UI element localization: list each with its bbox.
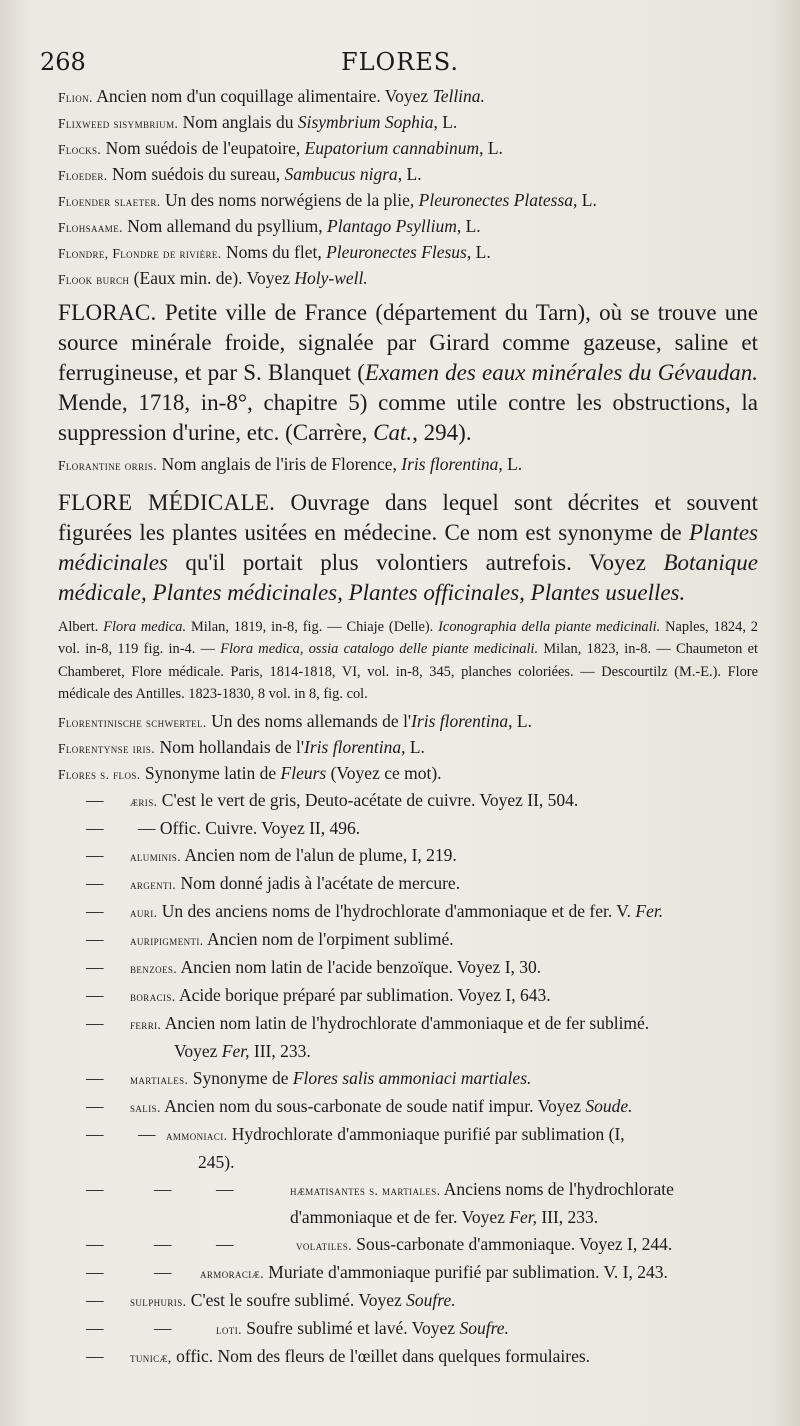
entry-text: , L. — [508, 711, 532, 732]
sub-entry-head: armoraciæ. — [200, 1266, 264, 1282]
sub-entry-sulphuris — [58, 1287, 758, 1315]
dash: — — [154, 1262, 172, 1283]
entry-text: Nom suédois de l'eupatoire, — [101, 138, 305, 158]
dictionary-entry — [58, 709, 758, 735]
dash: — — [86, 1179, 104, 1200]
sub-entry-head: loti. — [216, 1322, 242, 1338]
dash: — — [86, 1124, 104, 1145]
entry-text: Un des noms norwégiens de la plie, — [160, 190, 419, 210]
entry-italic: Pleuronectes Platessa — [418, 190, 574, 210]
dash: — — [154, 1318, 172, 1339]
sub-entry-loti — [58, 1315, 758, 1343]
dash: — — [86, 818, 104, 839]
dash: — — [216, 1179, 234, 1200]
sub-entry-line — [58, 870, 758, 898]
dash: — — [86, 985, 104, 1006]
running-head — [40, 48, 760, 82]
sub-entry — [58, 1093, 758, 1121]
sub-entry-text: Ancien nom latin de l'hydrochlorate d'ammoniaque et de fer sublimé. — [161, 1013, 650, 1034]
sub-entry-text: Ancien nom de l'alun de plume, I, 219. — [180, 845, 457, 866]
sub-entry-line — [58, 1010, 758, 1038]
bibliography — [58, 616, 758, 705]
entry-text: Nom anglais du — [178, 112, 298, 132]
sub-entry — [58, 926, 758, 954]
sub-entry-dash: — — [138, 818, 160, 839]
running-title: FLORES. — [340, 48, 460, 76]
entry-florantine — [58, 452, 758, 478]
sub-entry-text: Acide borique préparé par sublimation. Voyez I, 643. — [175, 985, 551, 1006]
sub-entry-text: Offic. Cuivre. Voyez II, 496. — [159, 818, 361, 839]
dictionary-entry — [58, 188, 758, 214]
sub-entry — [58, 1010, 758, 1065]
sub-entry — [58, 842, 758, 870]
sub-entry-line — [58, 1093, 758, 1121]
sub-entry-line — [58, 982, 758, 1010]
entry-text: Un des noms allemands de l' — [206, 711, 412, 732]
biblio-italic: Iconographia della piante medicinali. — [438, 619, 661, 635]
entry-head: Floeder. — [58, 168, 108, 183]
entry-text: , L. — [498, 454, 523, 474]
sub-entry-head: ammoniaci. — [166, 1128, 228, 1144]
entry-text: , L. — [573, 190, 597, 210]
entry-italic: Examen des eaux minérales du Gévaudan. — [364, 360, 759, 385]
entry-head: Flixweed sisymbrium. — [58, 116, 179, 131]
sub-entry-text: Hydrochlorate d'ammoniaque purifié par sublimation (I, — [227, 1124, 625, 1145]
sub-entry-text: Ancien nom de l'orpiment sublimé. — [203, 929, 454, 950]
sub-entry-haematisantes — [58, 1176, 758, 1231]
entry-italic: Botanique médicale, Plantes médicinales, Plantes officinales, Plantes usuelles. — [58, 550, 758, 605]
dash: — — [86, 1318, 104, 1339]
sub-entry-head: argenti. — [130, 877, 177, 893]
entry-head: Florentinische schwertel. — [58, 715, 207, 731]
entry-italic: Iris florentina — [411, 711, 509, 732]
sub-entry-continuation: 245). — [198, 1152, 235, 1173]
sub-entry-ammoniaci — [58, 1121, 758, 1176]
sub-entry-italic: Soufre. — [459, 1318, 509, 1339]
dash: — — [86, 1013, 104, 1034]
sub-entry — [58, 815, 758, 842]
dictionary-entry — [58, 110, 758, 136]
dash: — — [216, 1234, 234, 1255]
dash: — — [86, 1068, 104, 1089]
text-column — [58, 84, 758, 1371]
sub-entry-italic: Fer. — [635, 901, 664, 922]
entry-italic: Holy-well. — [294, 268, 368, 288]
entry-flore-medicale — [58, 488, 758, 608]
entry-text: Nom hollandais de l' — [155, 737, 305, 758]
sub-entry-italic: Flores salis ammoniaci martiales. — [292, 1068, 532, 1089]
entry-text: Ancien nom d'un coquillage alimentaire. Voyez — [92, 86, 433, 106]
entry-text: Ouvrage dans lequel sont décrites et souvent figurées les plantes usitées en médecine. Ce nom est synonyme de — [58, 490, 758, 545]
sub-entry-head: martiales. — [130, 1072, 189, 1088]
sub-entry-text: Muriate d'ammoniaque purifié par sublimation. V. I, 243. — [263, 1262, 668, 1283]
sub-entry-head: aluminis. — [130, 849, 181, 865]
sub-entry-continuation: Voyez — [174, 1041, 222, 1062]
sub-entry-head: ferri. — [130, 1017, 162, 1033]
sub-entry-continuation: d'ammoniaque et de fer. Voyez — [290, 1207, 510, 1228]
entry-text: (Eaux min. de). Voyez — [129, 268, 295, 288]
entry-head: Flook burch — [58, 272, 130, 287]
biblio-italic: Flora medica. — [103, 619, 187, 635]
sub-entry-text: Ancien nom latin de l'acide benzoïque. Voyez I, 30. — [177, 957, 542, 978]
entry-head: FLORAC. — [58, 300, 157, 325]
biblio-text: Naples, 1824, 2 vol. in-8, 119 fig. in-4. — — [58, 619, 758, 658]
sub-entry-head: hæmatisantes s. martiales. — [290, 1183, 441, 1199]
entry-italic: Pleuronectes Flesus — [326, 242, 467, 262]
entry-head: Flondre, Flondre de rivière. — [58, 246, 222, 261]
entry-text: Synonyme latin de — [140, 763, 281, 784]
sub-entry-head: volatiles. — [296, 1238, 352, 1254]
sub-entry-line — [58, 926, 758, 954]
entry-text: Nom anglais de l'iris de Florence, — [157, 454, 402, 474]
entry-head: Florantine orris. — [58, 458, 158, 473]
sub-entry-volatiles — [58, 1231, 758, 1259]
dash: — — [86, 845, 104, 866]
sub-entry-italic: Soufre. — [406, 1290, 456, 1311]
entry-text: Noms du flet, — [221, 242, 327, 262]
dash: — — [86, 901, 104, 922]
entry-italic: Sisymbrium Sophia — [297, 112, 434, 132]
entry-text: , L. — [479, 138, 503, 158]
entry-florac — [58, 298, 758, 448]
dash: — — [86, 1234, 104, 1255]
entry-text: Nom suédois du sureau, — [107, 164, 285, 184]
sub-entry-italic: Fer, — [221, 1041, 250, 1062]
sub-entry-armoraciae — [58, 1259, 758, 1287]
sub-entry-text: C'est le vert de gris, Deuto-acétate de cuivre. Voyez II, 504. — [157, 790, 579, 811]
dash: — — [86, 790, 104, 811]
sub-entry-text: C'est le soufre sublimé. Voyez — [186, 1290, 407, 1311]
dash: — — [154, 1179, 172, 1200]
entry-text: , 294). — [412, 420, 472, 445]
dash: — — [86, 1346, 104, 1367]
sub-entry-italic: Fer, — [509, 1207, 537, 1228]
biblio-text: Albert. — [58, 619, 104, 635]
sub-entry — [58, 954, 758, 982]
entry-italic: Iris florentina — [401, 454, 499, 474]
sub-entry-continuation: III, 233. — [536, 1207, 599, 1228]
entry-text: , L. — [397, 164, 422, 184]
sub-entry-tunicae — [58, 1343, 758, 1371]
entry-head: Flocks. — [58, 142, 102, 157]
sub-entry-text: Soufre sublimé et lavé. Voyez — [241, 1318, 460, 1339]
dictionary-entry — [58, 162, 758, 188]
entry-text: Petite ville de France (département du Tarn), où se trouve une source minérale froide, signalée par Girard comme gazeuse, saline et ferrugineuse, et par S. Blanquet ( — [58, 300, 758, 385]
sub-entry-italic: Soude. — [585, 1096, 633, 1117]
entry-italic: Plantago Psyllium — [327, 216, 457, 236]
dash: — — [138, 1124, 156, 1145]
dash: — — [86, 1262, 104, 1283]
sub-entry — [58, 1065, 758, 1093]
dash: — — [86, 1096, 104, 1117]
sub-entry-text: Anciens noms de l'hydrochlorate — [440, 1179, 674, 1200]
entry-italic: Fleurs — [280, 763, 327, 784]
sub-entry-head: auri. — [130, 905, 158, 921]
sub-entry-continuation-line — [58, 1038, 758, 1065]
dictionary-entry — [58, 761, 758, 787]
sub-entry-head: benzoes. — [130, 961, 178, 977]
entry-text: qu'il portait plus volontiers autrefois. Voyez — [167, 550, 664, 575]
entry-text: , L. — [401, 737, 425, 758]
sub-entry-text: Sous-carbonate d'ammoniaque. Voyez I, 244. — [351, 1234, 673, 1255]
dictionary-entry — [58, 735, 758, 761]
sub-entry-line — [58, 954, 758, 982]
entry-italic: Plantes médicinales — [58, 520, 758, 575]
entry-italic: Eupatorium cannabinum — [304, 138, 480, 158]
dash: — — [86, 1290, 104, 1311]
sub-entry-continuation: III, 233. — [249, 1041, 311, 1062]
dictionary-entry — [58, 84, 758, 110]
sub-entry-text: offic. Nom des fleurs de l'œillet dans quelques formulaires. — [171, 1346, 591, 1367]
entry-head: Floender slaeter. — [58, 194, 161, 209]
dictionary-entry — [58, 136, 758, 162]
dash: — — [154, 1234, 172, 1255]
entry-head: Flohsaame. — [58, 220, 123, 235]
entry-text: , L. — [466, 242, 491, 262]
sub-entry-head: tunicæ, — [130, 1350, 172, 1366]
sub-entry-head: salis. — [130, 1100, 161, 1116]
sub-entry — [58, 870, 758, 898]
sub-entry-line — [58, 1065, 758, 1093]
entry-head: Flores s. flos. — [58, 767, 141, 783]
sub-entry-head: sulphuris. — [130, 1294, 187, 1310]
entry-text: (Voyez ce mot). — [326, 763, 442, 784]
sub-entry — [58, 898, 758, 926]
entry-head: Flion. — [58, 90, 93, 105]
dash: — — [86, 929, 104, 950]
entry-italic: Iris florentina — [304, 737, 402, 758]
sub-entry-line — [58, 787, 758, 815]
entry-italic: Tellina. — [432, 86, 485, 106]
entry-text: Mende, 1718, in-8°, chapitre 5) comme utile contre les obstructions, la suppression d'urine, etc. (Carrère, — [58, 390, 758, 445]
entry-italic: Cat. — [373, 420, 413, 445]
dictionary-entry — [58, 214, 758, 240]
entry-head: Florentynse iris. — [58, 741, 156, 757]
biblio-text: Milan, 1819, in-8, fig. — Chiaje (Delle). — [186, 619, 439, 635]
sub-entry-line — [58, 898, 758, 926]
sub-entry — [58, 787, 758, 815]
entry-text: , L. — [456, 216, 481, 236]
sub-entry-text: Synonyme de — [188, 1068, 293, 1089]
entry-italic: Sambucus nigra — [284, 164, 398, 184]
entry-head: FLORE MÉDICALE. — [58, 490, 276, 515]
biblio-italic: Flora medica, ossia catalogo delle piante medicinali. — [220, 641, 539, 658]
sub-entry-head: auripigmenti. — [130, 933, 204, 949]
dictionary-entry — [58, 266, 758, 292]
biblio-text: Milan, 1823, in-8. — Chaumeton et Chamberet, Flore médicale. Paris, 1814-1818, VI, vol. in-8, 345, planches coloriées. — Descourtilz (M.-E.). Flore médicale des Antilles. 1823-1830, 8 vol. in 8, fig. col. — [58, 641, 759, 702]
dash: — — [86, 957, 104, 978]
entry-text: Nom allemand du psyllium, — [122, 216, 328, 236]
sub-entry-head: boracis. — [130, 989, 176, 1005]
entry-text: , L. — [433, 112, 458, 132]
sub-entry-line — [58, 842, 758, 870]
dictionary-entry — [58, 240, 758, 266]
dash: — — [86, 873, 104, 894]
sub-entry-text: Nom donné jadis à l'acétate de mercure. — [176, 873, 461, 894]
sub-entry-line — [58, 815, 758, 842]
page-number: 268 — [40, 48, 86, 76]
sub-entry — [58, 982, 758, 1010]
sub-entry-text: Ancien nom du sous-carbonate de soude natif impur. Voyez — [160, 1096, 586, 1117]
sub-entry-head: æris. — [130, 794, 158, 810]
sub-entry-text: Un des anciens noms de l'hydrochlorate d'ammoniaque et de fer. V. — [157, 901, 636, 922]
